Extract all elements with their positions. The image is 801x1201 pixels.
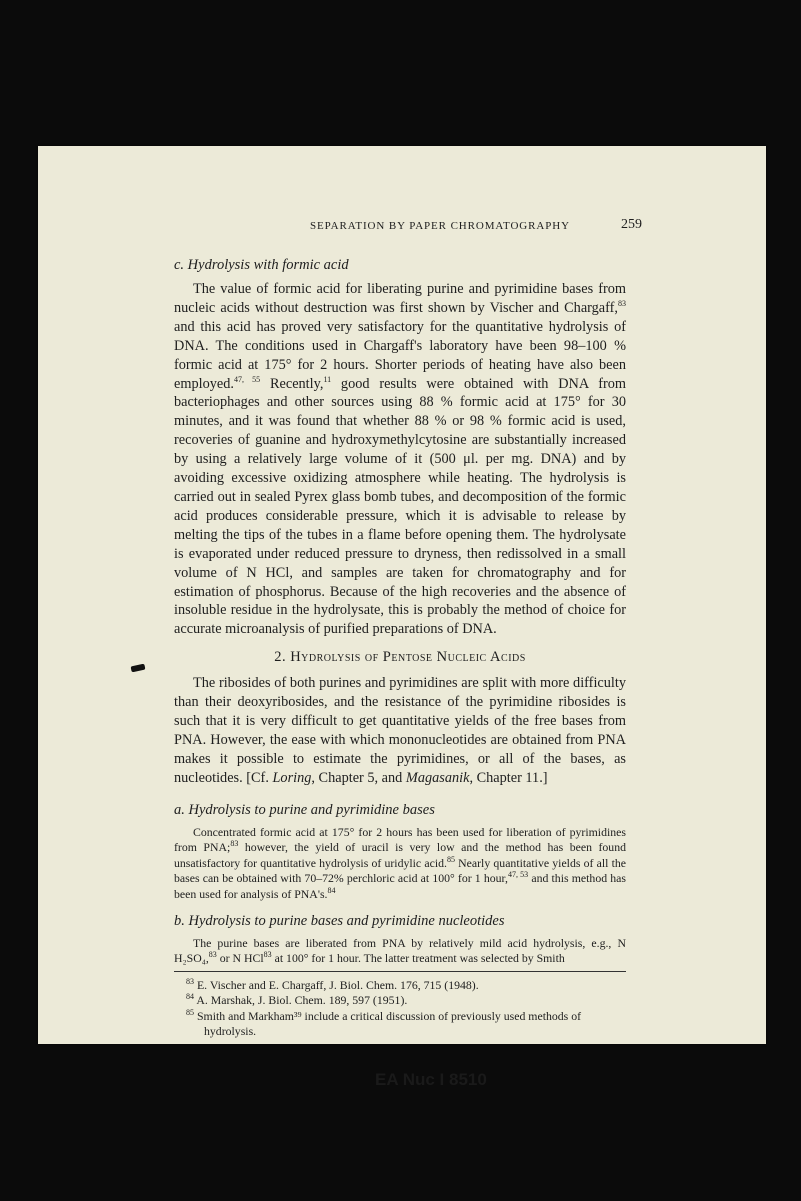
footnote-84: $^{84}$ A. Marshak, J. Biol. Chem. 189, 597 (1951).: [186, 992, 408, 1008]
footnote-rule: [174, 971, 626, 972]
page-content: [174, 217, 642, 1039]
running-head: SEPARATION BY PAPER CHROMATOGRAPHY: [310, 220, 570, 232]
subheading-purine-pyrimidine: a. Hydrolysis to purine and pyrimidine bases: [174, 801, 435, 818]
page-header: [174, 217, 642, 238]
paragraph-purine-pyrimidine: Concentrated formic acid at 175° for 2 hours has been used for liberation of pyrimidines from PNA;$^{83}$ however, the yield of uracil is very low and the method has been found unsatisfactory for quantitative hydrolysis of uridylic acid.$^{85}$ Nearly quantitative yields of all the bases can be obtained with 70–72% perchloric acid at 100° for 1 hour,$^{47, 53}$ and this method has been used for analysis of PNA's.$^{84}$: [174, 824, 626, 902]
subheading-nucleotides: b. Hydrolysis to purine bases and pyrimidine nucleotides: [174, 912, 505, 929]
ink-mark: [131, 664, 146, 673]
page-number: 259: [621, 217, 642, 232]
paragraph-nucleotides: The purine bases are liberated from PNA by relatively mild acid hydrolysis, e.g., N H₂SO₄,$^{83}$ or N HCl$^{83}$ at 100° for 1 hour. The latter treatment was selected by Smith: [174, 935, 626, 966]
paragraph-pentose: The ribosides of both purines and pyrimidines are split with more difficulty than their deoxyribosides, and the resistance of the pyrimidine ribosides is such that it is very difficult to get quantitative yields of the free bases from PNA. However, the ease with which mononucleotides are obtained from PNA makes it possible to estimate the pyrimidines, or all of the bases, as nucleotides. [Cf. Loring, Chapter 5, and Magasanik, Chapter 11.]: [174, 675, 626, 786]
section-title-pentose: 2. Hydrolysis of Pentose Nucleic Acids: [274, 649, 526, 666]
archive-id: EA Nuc I 8510: [375, 1070, 487, 1089]
paragraph-formic-acid: The value of formic acid for liberating purine and pyrimidine bases from nucleic acids without destruction was first shown by Vischer and Chargaff,$^{83}$ and this acid has proved very satisfactory for the quantitative hydrolysis of DNA. The conditions used in Chargaff's laboratory have been 98–100 % formic acid at 175° for 2 hours. Shorter periods of heating have also been employed.$^{47, 55}$ Recently,$^{11}$ good results were obtained with DNA from bacteriophages and other sources using 88 % formic acid at 175° for 30 minutes, and it was found that whether 88 % or 98 % formic acid is used, recoveries of guanine and hydroxymethylcytosine are substantially increased by using a relatively large volume of it (500 μl. per mg. DNA) and by avoiding excessive oxidizing atmosphere while heating. The hydrolysis is carried out in sealed Pyrex glass bomb tubes, and decomposition of the formic acid produces considerable pressure, which it is advisable to release by melting the tips of the tubes in a flame before opening them. The hydrolysate is evaporated under reduced pressure to dryness, then redissolved in a small volume of N HCl, and samples are taken for chromatography and for estimation of phosphorus. Because of the high recoveries and the absence of insoluble residue in the hydrolysate, this is probably the method of choice for accurate microanalysis of purified preparations of DNA.: [174, 281, 626, 638]
footnote-83: $^{83}$ E. Vischer and E. Chargaff, J. Biol. Chem. 176, 715 (1948).: [186, 976, 479, 992]
footnote-85: $^{85}$ Smith and Markham³⁹ include a critical discussion of previously used methods of hydrolysis.: [186, 1007, 582, 1039]
subheading-formic-acid: c. Hydrolysis with formic acid: [174, 257, 349, 273]
